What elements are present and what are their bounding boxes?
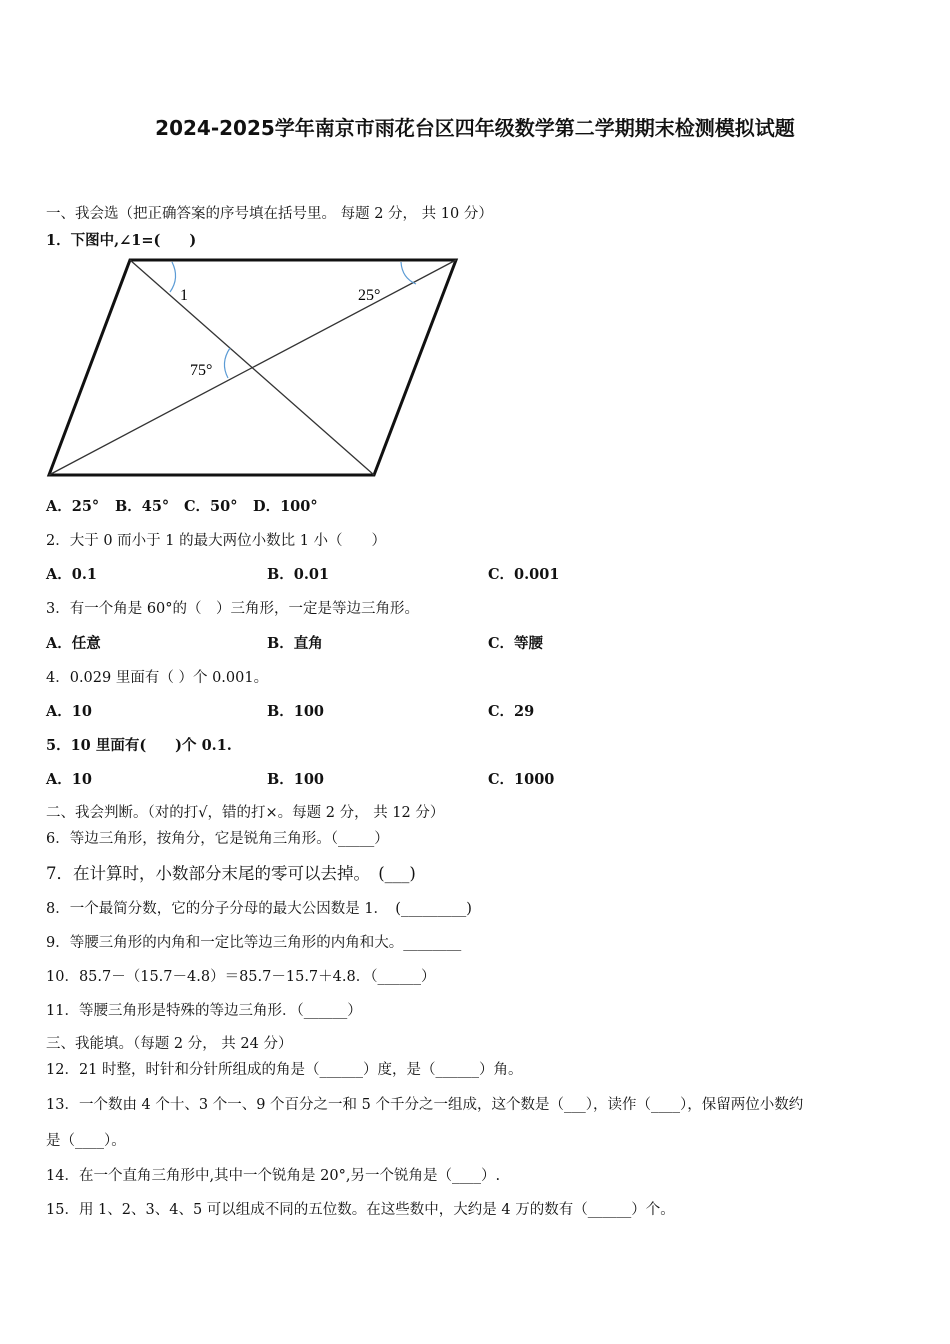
section2-heading: 二、我会判断。（对的打√，错的打×。每题 2 分， 共 12 分）	[46, 805, 445, 821]
question-13-line2: 是（____）。	[46, 1133, 126, 1149]
q3-option-c: C．等腰	[488, 635, 544, 652]
q4-option-b: B．100	[267, 703, 325, 720]
section3-heading: 三、我能填。（每题 2 分， 共 24 分）	[46, 1036, 293, 1052]
question-7: 7．在计算时，小数部分末尾的零可以去掉。 (___)	[46, 864, 416, 883]
q5-option-b: B．100	[267, 771, 325, 788]
question-12: 12．21 时整，时针和分针所组成的角是（______）度，是（______）角。	[46, 1062, 523, 1078]
q2-option-a: A．0.1	[46, 566, 97, 583]
section1-heading: 一、我会选（把正确答案的序号填在括号里。 每题 2 分， 共 10 分）	[46, 206, 493, 222]
q1-option-a: A．25°	[46, 498, 100, 515]
label-angle-25: 25°	[358, 287, 381, 304]
question-10: 10．85.7－（15.7－4.8）＝85.7－15.7＋4.8．（______）	[46, 969, 436, 985]
question-4: 4．0.029 里面有（ ）个 0.001。	[46, 670, 269, 686]
question-8: 8．一个最简分数，它的分子分母的最大公因数是 1． (_________)	[46, 901, 472, 917]
question-14: 14．在一个直角三角形中,其中一个锐角是 20°,另一个锐角是（____）.	[46, 1168, 501, 1184]
q4-option-a: A．10	[46, 703, 92, 720]
label-angle-75: 75°	[190, 362, 213, 379]
q2-option-b: B．0.01	[267, 566, 330, 583]
q1-option-b: B．45°	[115, 498, 170, 515]
question-1: 1．下图中,∠1=( )	[46, 232, 197, 249]
question-9: 9．等腰三角形的内角和一定比等边三角形的内角和大。________	[46, 935, 462, 951]
angle-arc-25	[401, 262, 416, 284]
question-15: 15．用 1、2、3、4、5 可以组成不同的五位数。在这些数中，大约是 4 万的数有（______）个。	[46, 1202, 675, 1218]
q3-option-a: A．任意	[46, 635, 101, 652]
parallelogram-figure	[46, 256, 466, 481]
angle-arc-1	[170, 262, 176, 292]
question-6: 6．等边三角形，按角分，它是锐角三角形。（_____）	[46, 831, 389, 847]
page-title: 2024-2025学年南京市雨花台区四年级数学第二学期期末检测模拟试题	[155, 116, 795, 140]
question-3: 3．有一个角是 60°的（ ）三角形，一定是等边三角形。	[46, 601, 420, 617]
question-2: 2．大于 0 而小于 1 的最大两位小数比 1 小（ ）	[46, 533, 387, 549]
q1-option-d: D．100°	[253, 498, 318, 515]
q4-option-c: C．29	[488, 703, 535, 720]
q2-option-c: C．0.001	[488, 566, 560, 583]
question-11: 11．等腰三角形是特殊的等边三角形．（______）	[46, 1003, 362, 1019]
q5-option-c: C．1000	[488, 771, 555, 788]
angle-arc-75	[224, 348, 230, 378]
label-angle-1: 1	[180, 287, 188, 304]
q1-option-c: C．50°	[184, 498, 238, 515]
q3-option-b: B．直角	[267, 635, 323, 652]
question-5: 5．10 里面有( )个 0.1.	[46, 737, 232, 754]
question-13-line1: 13．一个数由 4 个十、3 个一、9 个百分之一和 5 个千分之一组成，这个数是（___），读作（____），保留两位小数约	[46, 1097, 804, 1113]
diagonal-right	[49, 260, 456, 475]
q5-option-a: A．10	[46, 771, 92, 788]
